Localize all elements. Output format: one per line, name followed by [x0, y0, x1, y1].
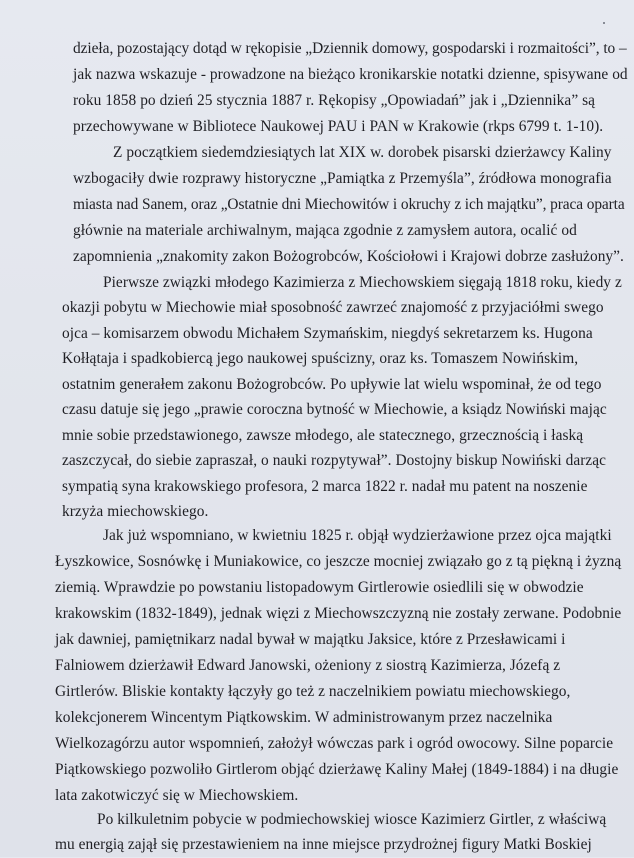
- text-line-11: okazji pobytu w Miechowie miał sposobność zawrzeć znajomość z przyjaciółmi swego: [62, 299, 604, 316]
- text-line-20: Jak już wspomniano, w kwietniu 1825 r. objął wydzierżawione przez ojca majątki: [103, 527, 612, 544]
- text-line-27: kolekcjonerem Wincentym Piątkowskim. W administrowanym przez naczelnika: [55, 709, 553, 726]
- text-line-23: krakowskim (1832-1849), jednak więzi z Miechowszczyzną nie zostały zerwane. Podobnie: [55, 605, 622, 622]
- text-line-8: głównie na materiale archiwalnym, mająca zgodnie z zamysłem autora, ocalić od: [73, 222, 577, 239]
- text-line-16: mnie sobie przedstawionego, zawsze młodego, ale statecznego, grzecznością i łaską: [62, 427, 584, 444]
- text-line-28: Wielkozagórzu autor wspomnień, założył wówczas park i ogród owocowy. Silne poparcie: [55, 735, 614, 752]
- text-line-32: mu energią zajął się przestawieniem na inne miejsce przydrożnej figury Matki Boskiej: [55, 836, 592, 853]
- text-line-26: Girtlerów. Bliskie kontakty łączyły go też z naczelnikiem powiatu miechowskiego,: [55, 683, 571, 700]
- text-line-6: wzbogaciły dwie rozprawy historyczne „Pamiątka z Przemyśla”, źródłowa monografia: [73, 170, 612, 187]
- text-line-10: Pierwsze związki młodego Kazimierza z Miechowskiem sięgają 1818 roku, kiedy z: [103, 274, 622, 291]
- text-line-22: ziemią. Wprawdzie po powstaniu listopadowym Girtlerowie osiedlili się w obwodzie: [55, 579, 584, 596]
- text-line-13: Kołłątaja i spadkobiercą jego naukowej spuścizny, oraz ks. Tomaszem Nowińskim,: [62, 350, 579, 367]
- text-line-19: krzyża miechowskiego.: [62, 503, 209, 520]
- text-line-31: Po kilkuletnim pobycie w podmiechowskiej wiosce Kazimierz Girtler, z właściwą: [97, 811, 607, 828]
- text-line-18: sympatią syna krakowskiego profesora, 2 marca 1822 r. nadał mu patent na noszenie: [62, 478, 588, 495]
- text-line-29: Piątkowskiego pozwoliło Girtlerom objąć dzierżawę Kaliny Małej (1849-1884) i na długie: [55, 761, 619, 778]
- paper-speck: [603, 22, 605, 24]
- text-line-14: ostatnim generałem zakonu Bożogrobców. Po upływie lat wielu wspominał, że od tego: [62, 376, 602, 393]
- text-line-30: lata zakotwiczyć się w Miechowskiem.: [55, 787, 299, 804]
- text-line-7: miasta nad Sanem, oraz „Ostatnie dni Miechowitów i okruchy z ich majątku”, praca oparta: [73, 196, 625, 213]
- text-line-15: czasu datuje się jego „prawie coroczna bytność w Miechowie, a ksiądz Nowiński mając: [62, 401, 607, 418]
- text-line-12: ojca – komisarzem obwodu Michałem Szymańskim, niegdyś sekretarzem ks. Hugona: [62, 325, 593, 342]
- text-line-24: jak dawniej, pamiętnikarz nadal bywał w majątku Jaksice, które z Przesławicami i: [55, 631, 566, 648]
- text-line-4: przechowywane w Bibliotece Naukowej PAU i PAN w Krakowie (rkps 6799 t. 1-10).: [73, 118, 604, 135]
- text-line-17: zaszczycał, do siebie zapraszał, o nauki rozpytywał”. Dostojny biskup Nowiński darząc: [62, 452, 607, 469]
- text-line-3: roku 1858 po dzień 25 stycznia 1887 r. Rękopisy „Opowiadań” jak i „Dziennika” są: [73, 92, 596, 109]
- text-line-9: zapomnienia „znakomity zakon Bożogrobców, Kościołowi i Krajowi dobrze zasłużony”.: [73, 248, 624, 265]
- text-line-25: Falniowem dzierżawił Edward Janowski, ożeniony z siostrą Kazimierza, Józefą z: [55, 657, 561, 674]
- text-line-2: jak nazwa wskazuje - prowadzone na bieżąco kronikarskie notatki dzienne, spisywane od: [73, 66, 628, 83]
- text-line-1: dzieła, pozostający dotąd w rękopisie „Dziennik domowy, gospodarski i rozmaitości”, to –: [73, 40, 627, 57]
- text-line-5: Z początkiem siedemdziesiątych lat XIX w. dorobek pisarski dzierżawcy Kaliny: [113, 144, 612, 161]
- text-line-21: Łyszkowice, Sosnówkę i Muniakowice, co jeszcze mocniej związało go z tą piękną i żyzną: [55, 553, 622, 570]
